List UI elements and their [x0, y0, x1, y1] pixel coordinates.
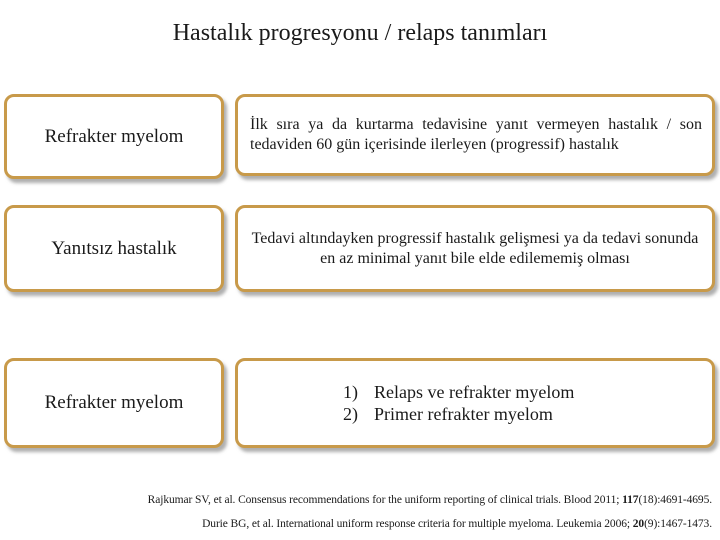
term-label: Yanıtsız hastalık [51, 237, 177, 259]
definition-box-unresponsive-disease [235, 205, 715, 292]
list-item-number: 1) [343, 382, 358, 402]
definition-list [343, 381, 702, 425]
term-box-unresponsive-disease [4, 205, 224, 292]
reference-text: Durie BG, et al. International uniform response criteria for multiple myeloma. Leukemia 2006; [202, 518, 633, 530]
reference-volume: 20 [632, 518, 645, 530]
reference-volume: 117 [622, 494, 639, 506]
reference-pages: (9):1467-1473. [644, 518, 712, 530]
term-label: Refrakter myelom [44, 392, 184, 413]
reference-text: Rajkumar SV, et al. Consensus recommendations for the uniform reporting of clinical trials. Blood 2011; [147, 494, 623, 506]
list-item [343, 381, 702, 403]
reference-durie [202, 518, 712, 530]
list-item-text: Relaps ve refrakter myelom [374, 382, 575, 402]
list-item-text: Primer refrakter myelom [374, 404, 553, 424]
definition-box-refractory-myeloma-types [235, 358, 715, 448]
term-box-refractory-myeloma-types [4, 358, 224, 448]
term-label: Refrakter myelom [44, 125, 184, 147]
definition-text: Tedavi altındayken progressif hastalık gelişmesi ya da tedavi sonunda en az minimal yanıt bile elde edilememiş olması [251, 229, 699, 267]
page-title: Hastalık progresyonu / relaps tanımları [172, 20, 548, 46]
reference-pages: (18):4691-4695. [638, 494, 712, 506]
term-box-refractory-myeloma [4, 94, 224, 179]
reference-rajkumar [148, 494, 712, 506]
list-item-number: 2) [343, 404, 358, 424]
list-item [343, 403, 702, 425]
definition-text: İlk sıra ya da kurtarma tedavisine yanıt vermeyen hastalık / son tedaviden 60 gün içerisinde ilerleyen (progressif) hastalık [250, 116, 702, 153]
definition-box-refractory-myeloma [235, 94, 715, 176]
